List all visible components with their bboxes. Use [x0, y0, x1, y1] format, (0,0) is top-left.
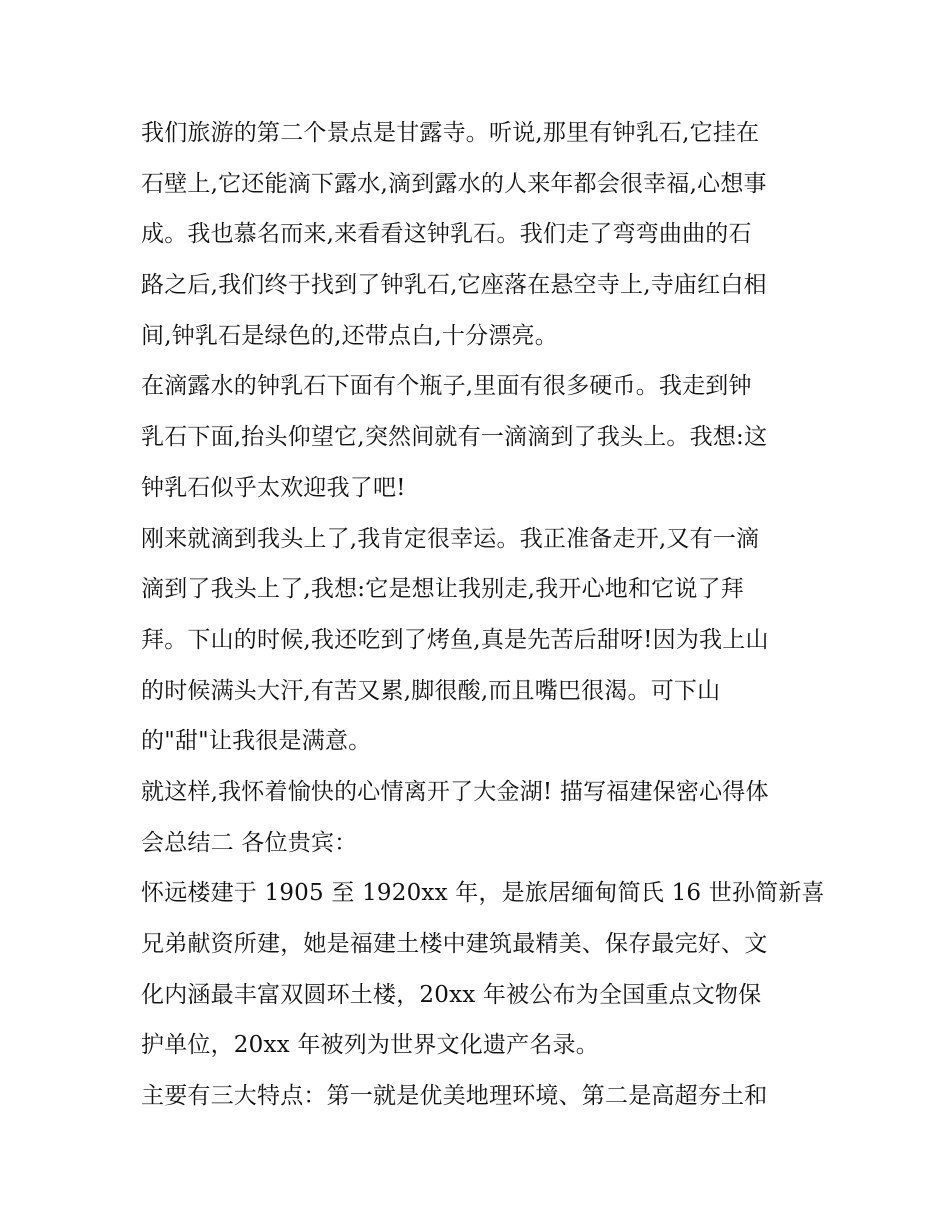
text-line: 乳石下面,抬头仰望它,突然间就有一滴滴到了我头上。我想:这	[141, 424, 768, 451]
text-line: 会总结二 各位贵宾：	[141, 829, 358, 856]
text-line: 就这样,我怀着愉快的心情离开了大金湖! 描写福建保密心得体	[141, 778, 769, 805]
text-line: 护单位，20xx 年被列为世界文化遗产名录。	[141, 1032, 599, 1059]
text-line: 的时候满头大汗,有苦又累,脚很酸,而且嘴巴很渴。可下山	[141, 677, 721, 704]
text-line: 在滴露水的钟乳石下面有个瓶子,里面有很多硬币。我走到钟	[141, 373, 752, 400]
text-line: 怀远楼建于 1905 至 1920xx 年，是旅居缅甸简氏 16 世孙简新喜	[141, 880, 825, 907]
text-line: 成。我也慕名而来,来看看这钟乳石。我们走了弯弯曲曲的石	[141, 221, 752, 248]
text-line: 的"甜"让我很是满意。	[141, 728, 372, 755]
text-line: 我们旅游的第二个景点是甘露寺。听说,那里有钟乳石,它挂在	[141, 120, 760, 146]
text-line: 钟乳石似乎太欢迎我了吧!	[141, 474, 406, 501]
text-line: 间,钟乳石是绿色的,还带点白,十分漂亮。	[141, 322, 558, 349]
text-line: 路之后,我们终于找到了钟乳石,它座落在悬空寺上,寺庙红白相	[141, 272, 767, 299]
text-line: 拜。下山的时候,我还吃到了烤鱼,真是先苦后甜呀!因为我上山	[141, 626, 769, 653]
text-line: 化内涵最丰富双圆环土楼，20xx 年被公布为全国重点文物保	[141, 981, 762, 1008]
text-line: 滴到了我头上了,我想:它是想让我别走,我开心地和它说了拜	[141, 576, 744, 603]
text-line: 主要有三大特点：第一就是优美地理环境、第二是高超夯土和	[141, 1083, 768, 1110]
document-body	[141, 108, 825, 1122]
text-line: 刚来就滴到我头上了,我肯定很幸运。我正准备走开,又有一滴	[141, 525, 760, 552]
text-line: 石壁上,它还能滴下露水,滴到露水的人来年都会很幸福,心想事	[141, 170, 767, 197]
text-line: 兄弟献资所建，她是福建土楼中建筑最精美、保存最完好、文	[141, 931, 768, 957]
